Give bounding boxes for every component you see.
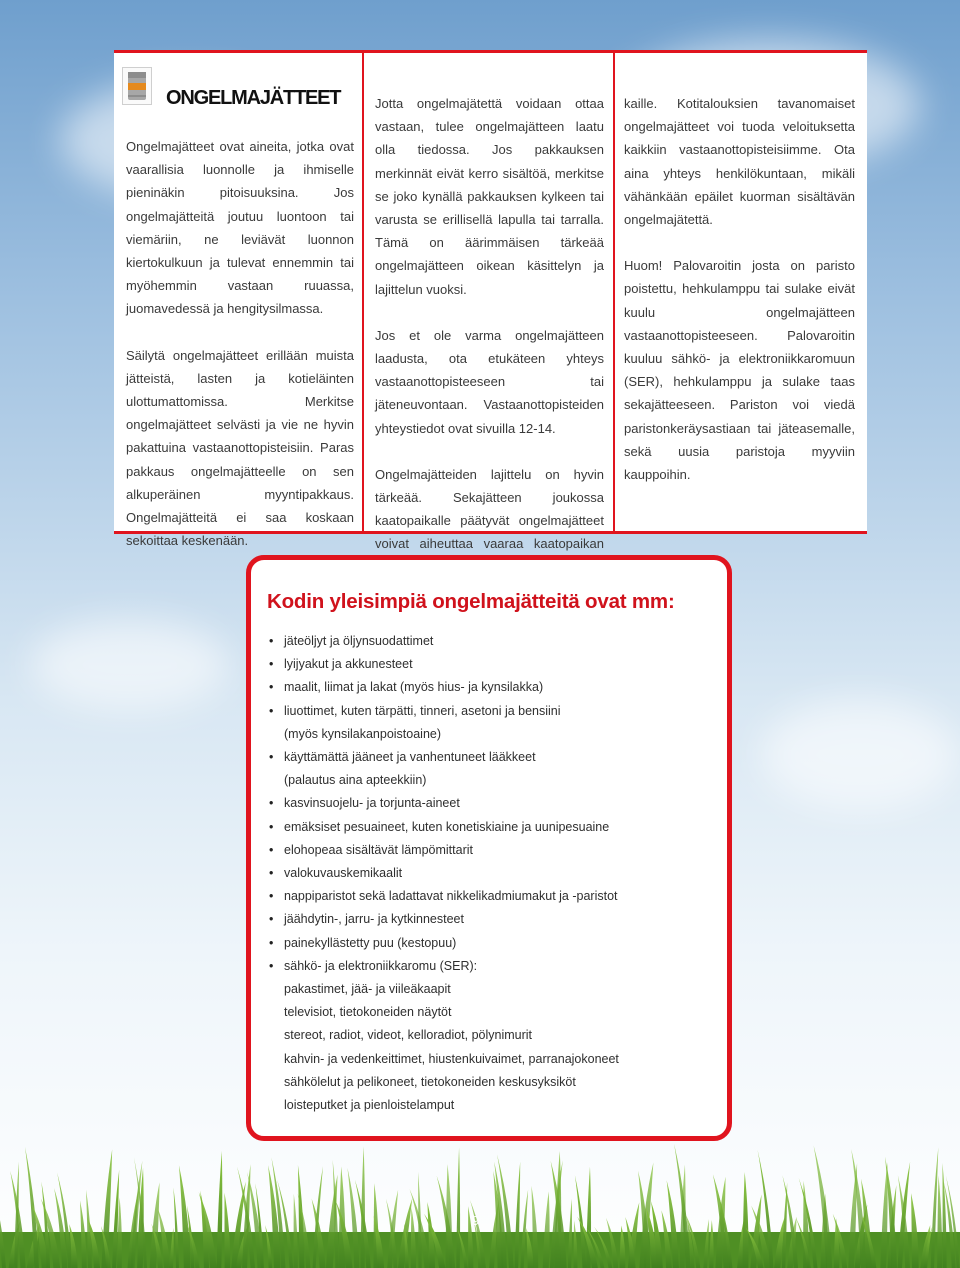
column-3-text [624, 92, 855, 486]
paragraph: Ongelmajätteiden lajittelu on hyvin tärkeää. Sekajätteen joukossa kaatopaikalle päätyvät ongelmajätteet voivat aiheuttaa vaaraa kaatopaikan [375, 466, 604, 552]
info-panel [114, 50, 867, 552]
paragraph: Ongelmajätteet ovat aineita, jotka ovat vaarallisia luonnolle ja ihmiselle pieninäkin pitoisuuksina. Jos ongelmajätteitä joutuu luontoon tai viemäriin, ne leviävät luonnon kiertokulkuun ja tulevat ennemmin tai myöhemmin vastaan ruuassa, juomavedessä ja hengitysilmassa. [126, 139, 354, 317]
list-subitem: sähkölelut ja pelikoneet, tietokoneiden keskusyksiköt [284, 1074, 576, 1089]
section-title: ONGELMAJÄTTEET [166, 87, 341, 109]
grass-blade [880, 1162, 887, 1268]
list-subitem: kahvin- ja vedenkeittimet, hiustenkuivaimet, parranajokoneet [284, 1051, 619, 1066]
list-item: • sähkö- ja elektroniikkaromu (SER): [269, 955, 619, 978]
grass-decoration [0, 1140, 960, 1268]
list-item-continuation: (palautus aina apteekkiin) [284, 773, 427, 788]
list-subitem: loisteputket ja pienloistelamput [284, 1098, 455, 1113]
page-number: 9 [472, 1213, 480, 1228]
list-subitem: pakastimet, jää- ja viileäkaapit [284, 982, 451, 997]
list-item: • jäteöljyt ja öljynsuodattimet [269, 630, 619, 653]
list-item: • elohopeaa sisältävät lämpömittarit [269, 839, 619, 862]
paragraph: Huom! Palovaroitin josta on paristo poistettu, hehkulamppu tai sulake eivät kuulu ongelmajätteen vastaanottopisteeseen. Palovaroitin kuuluu sähkö- ja elektroniikkaromuun (SER), hehkulamppu ja sulake taas sekajätteeseen. Pariston voi viedä paristonkeräysastiaan tai jäteasemalle, sekä uusia paristoja myyviin kauppoihin. [624, 258, 855, 483]
grass-blade [742, 1172, 748, 1268]
list-item: • maalit, liimat ja lakat (myös hius- ja kynsilakka) [269, 676, 619, 699]
grass-blade [216, 1151, 222, 1268]
paragraph: Säilytä ongelmajätteet erillään muista jätteistä, lasten ja kotieläinten ulottumattomissa. Merkitse ongelmajätteet selvästi ja vie ne hyvin pakattuina vastaanottopisteisiin. Paras pakkaus ongelmajätteelle on sen alkuperäinen myyntipakkaus. Ongelmajätteitä ei saa koskaan sekoittaa keskenään. [126, 347, 354, 549]
column-3 [615, 53, 867, 531]
list-title: Kodin yleisimpiä ongelmajätteitä ovat mm: [267, 590, 675, 613]
paragraph: Jos et ole varma ongelmajätteen laadusta, ota etukäteen yhteys vastaanottopisteeseen tai jäteneuvontaan. Vastaanottopisteiden yhteystiedot ovat sivuilla 12-14. [375, 327, 604, 436]
grass-blade [224, 1193, 230, 1268]
grass-blade [543, 1192, 550, 1268]
list-item: • jäähdytin-, jarru- ja kytkinnesteet [269, 908, 619, 931]
cloud [30, 620, 230, 710]
column-1-text [126, 135, 354, 552]
cloud [760, 700, 960, 810]
column-2 [364, 53, 615, 552]
grass-blade [456, 1147, 460, 1268]
list-item: • lyijyakut ja akkunesteet [269, 653, 619, 676]
paragraph: Jotta ongelmajätettä voidaan ottaa vastaan, tulee ongelmajätteen laatu olla tiedossa. Jos pakkauksen merkinnät eivät kerro sisältöä, merkitse se joko kynällä pakkauksen kylkeen tai varusta se erillisellä lapulla tai tarralla. Tämä on äärimmäisen tärkeää ongelmajätteen oikean käsittelyn ja lajittelun vuoksi. [375, 96, 604, 297]
list-subitem: televisiot, tietokoneiden näytöt [284, 1005, 452, 1020]
list-subitem: stereot, radiot, videot, kelloradiot, pölynimurit [284, 1028, 533, 1043]
list-item: • painekyllästetty puu (kestopuu) [269, 932, 619, 955]
list-item: • valokuvauskemikaalit [269, 862, 619, 885]
waste-barrel-icon [122, 67, 152, 105]
list-item: • emäksiset pesuaineet, kuten konetiskiaine ja uunipesuaine [269, 816, 619, 839]
grass-blade [937, 1175, 942, 1268]
grass-blade [911, 1193, 919, 1268]
column-2-text [375, 92, 604, 579]
list-item: • käyttämättä jääneet ja vanhentuneet lääkkeet [269, 746, 619, 769]
column-1 [114, 53, 364, 549]
hazardous-waste-list [269, 630, 619, 1117]
list-item-continuation: (myös kynsilakanpoistoaine) [284, 726, 442, 741]
list-item: • kasvinsuojelu- ja torjunta-aineet [269, 792, 619, 815]
hazardous-waste-list-box [246, 555, 732, 1141]
list-item: • liuottimet, kuten tärpätti, tinneri, asetoni ja bensiini [269, 700, 619, 723]
grass-blade [942, 1163, 946, 1268]
paragraph: kaille. Kotitalouksien tavanomaiset ongelmajätteet voi tuoda veloituksetta kaikkiin vastaanottopisteisiimme. Ota aina yhteys henkilökuntaan, mikäli vähänkään epäilet kuorman sisältävän ongelmajätettä. [624, 96, 855, 228]
list-item: • nappiparistot sekä ladattavat nikkelikadmiumakut ja -paristot [269, 885, 619, 908]
grass-blade [619, 1226, 625, 1268]
grass-blade [294, 1194, 298, 1268]
